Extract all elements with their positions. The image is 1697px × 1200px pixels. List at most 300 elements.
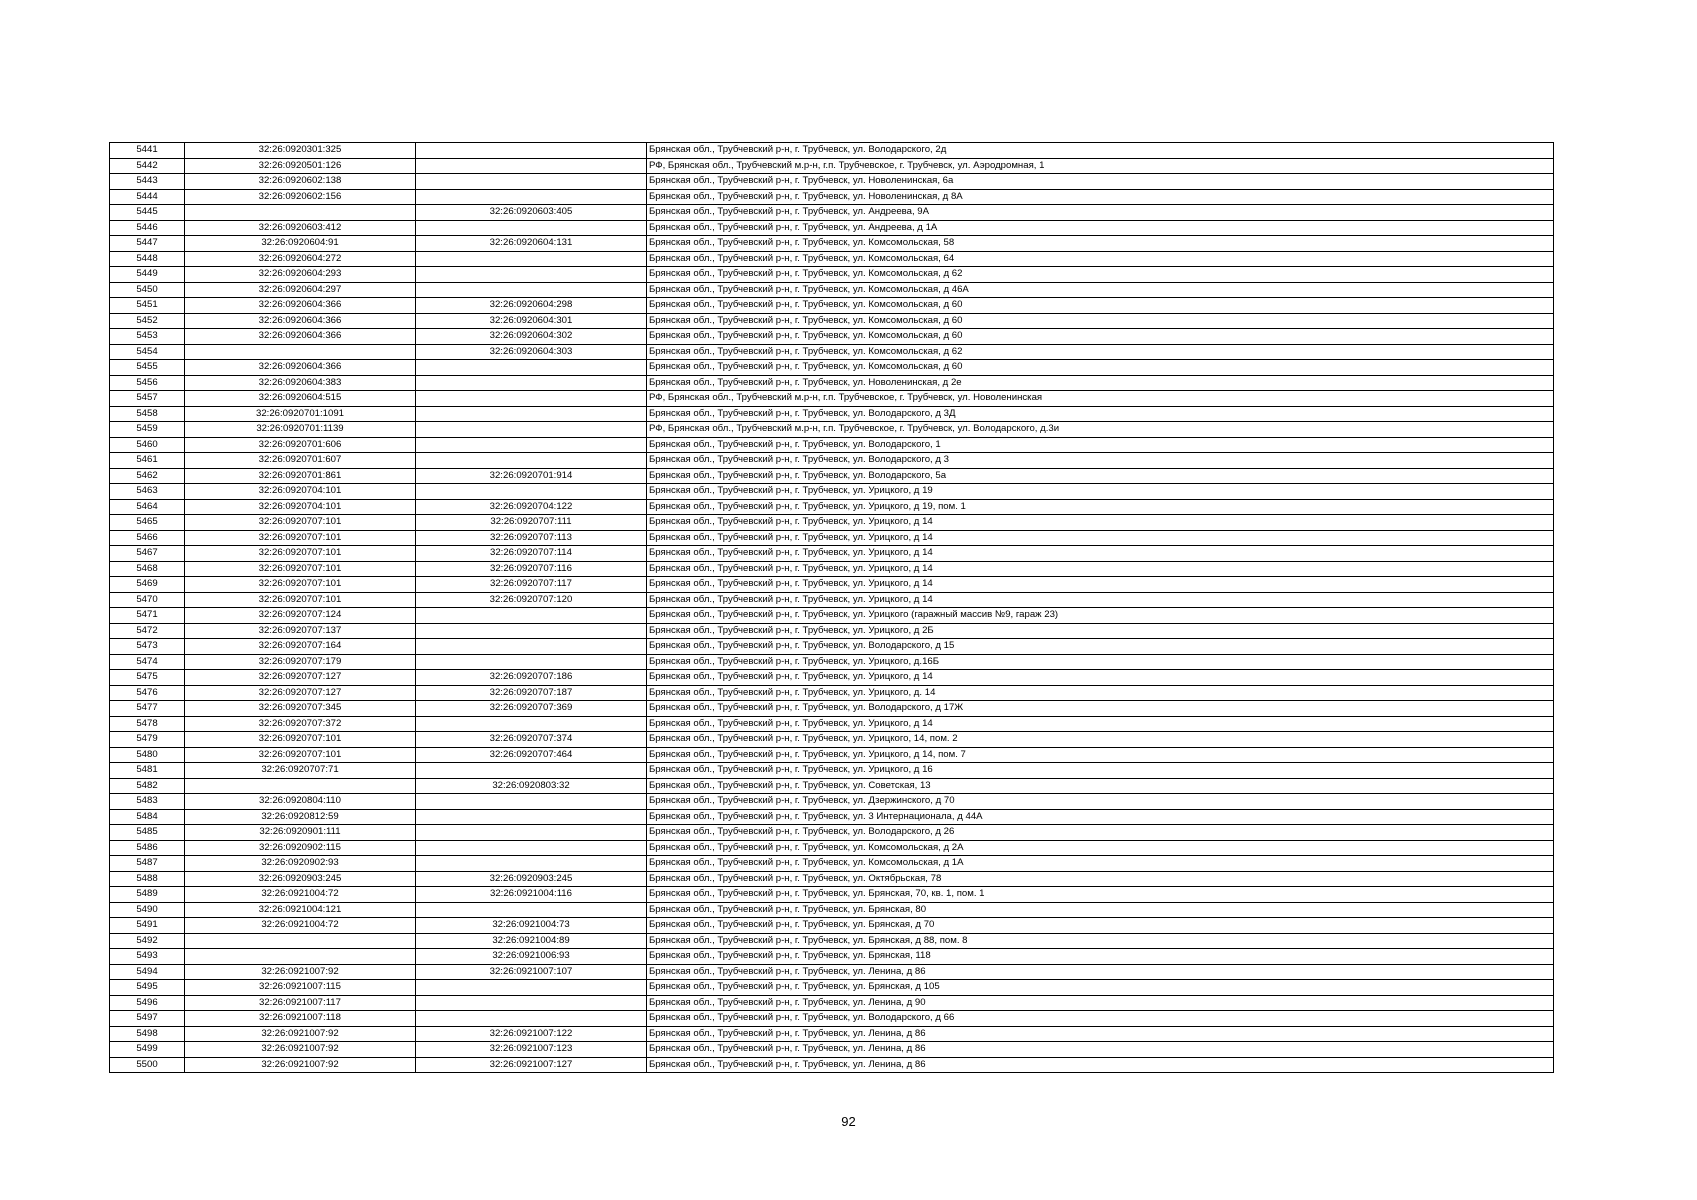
row-number-cell: 5458 — [110, 406, 185, 422]
cadastral-number-cell: 32:26:0920604:366 — [185, 360, 416, 376]
row-number-cell: 5461 — [110, 453, 185, 469]
table-row — [110, 670, 1554, 686]
address-cell: РФ, Брянская обл., Трубчевский м.р-н, г.п. Трубчевское, г. Трубчевск, ул. Новоленинская — [647, 391, 1554, 407]
cadastral-number-cell: 32:26:0920604:297 — [185, 282, 416, 298]
row-number-cell: 5481 — [110, 763, 185, 779]
table-row — [110, 933, 1554, 949]
table-row — [110, 716, 1554, 732]
address-cell: Брянская обл., Трубчевский р-н, г. Трубчевск, ул. Урицкого, д 14 — [647, 670, 1554, 686]
address-cell: Брянская обл., Трубчевский р-н, г. Трубчевск, ул. Урицкого, д 19, пом. 1 — [647, 499, 1554, 515]
sub-cadastral-number-cell — [416, 484, 647, 500]
address-cell: Брянская обл., Трубчевский р-н, г. Трубчевск, ул. Брянская, д 88, пом. 8 — [647, 933, 1554, 949]
table-row — [110, 763, 1554, 779]
address-cell: Брянская обл., Трубчевский р-н, г. Трубчевск, ул. Урицкого, д 14 — [647, 530, 1554, 546]
sub-cadastral-number-cell — [416, 809, 647, 825]
cadastral-number-cell: 32:26:0920701:1091 — [185, 406, 416, 422]
table-row — [110, 639, 1554, 655]
table-row — [110, 546, 1554, 562]
address-cell: Брянская обл., Трубчевский р-н, г. Трубчевск, ул. Советская, 13 — [647, 778, 1554, 794]
row-number-cell: 5448 — [110, 251, 185, 267]
table-row — [110, 267, 1554, 283]
address-cell: Брянская обл., Трубчевский р-н, г. Трубчевск, ул. Урицкого, 14, пом. 2 — [647, 732, 1554, 748]
row-number-cell: 5445 — [110, 205, 185, 221]
address-cell: Брянская обл., Трубчевский р-н, г. Трубчевск, ул. Володарского, 1 — [647, 437, 1554, 453]
row-number-cell: 5444 — [110, 189, 185, 205]
table-row — [110, 654, 1554, 670]
row-number-cell: 5485 — [110, 825, 185, 841]
table-row — [110, 251, 1554, 267]
sub-cadastral-number-cell — [416, 623, 647, 639]
address-cell: Брянская обл., Трубчевский р-н, г. Трубчевск, ул. Комсомольская, д 2А — [647, 840, 1554, 856]
cadastral-number-cell: 32:26:0920604:272 — [185, 251, 416, 267]
table-row — [110, 313, 1554, 329]
cadastral-number-cell: 32:26:0920701:607 — [185, 453, 416, 469]
table-row — [110, 949, 1554, 965]
table-row — [110, 468, 1554, 484]
sub-cadastral-number-cell: 32:26:0920707:113 — [416, 530, 647, 546]
sub-cadastral-number-cell — [416, 251, 647, 267]
cadastral-number-cell — [185, 933, 416, 949]
row-number-cell: 5457 — [110, 391, 185, 407]
row-number-cell: 5476 — [110, 685, 185, 701]
table-row — [110, 298, 1554, 314]
address-cell: Брянская обл., Трубчевский р-н, г. Трубчевск, ул. Комсомольская, д 46А — [647, 282, 1554, 298]
address-cell: РФ, Брянская обл., Трубчевский м.р-н, г.п. Трубчевское, г. Трубчевск, ул. Володарского, д.3и — [647, 422, 1554, 438]
address-cell: Брянская обл., Трубчевский р-н, г. Трубчевск, ул. Урицкого, д 14 — [647, 592, 1554, 608]
cadastral-number-cell: 32:26:0920501:126 — [185, 158, 416, 174]
table-row — [110, 871, 1554, 887]
sub-cadastral-number-cell: 32:26:0920707:374 — [416, 732, 647, 748]
table-row — [110, 1026, 1554, 1042]
table-row — [110, 840, 1554, 856]
row-number-cell: 5454 — [110, 344, 185, 360]
cadastral-number-cell: 32:26:0921007:92 — [185, 1057, 416, 1073]
row-number-cell: 5464 — [110, 499, 185, 515]
address-cell: Брянская обл., Трубчевский р-н, г. Трубчевск, ул. 3 Интернационала, д 44А — [647, 809, 1554, 825]
row-number-cell: 5479 — [110, 732, 185, 748]
sub-cadastral-number-cell — [416, 267, 647, 283]
row-number-cell: 5469 — [110, 577, 185, 593]
sub-cadastral-number-cell — [416, 840, 647, 856]
address-cell: Брянская обл., Трубчевский р-н, г. Трубчевск, ул. Ленина, д 86 — [647, 1026, 1554, 1042]
row-number-cell: 5487 — [110, 856, 185, 872]
row-number-cell: 5496 — [110, 995, 185, 1011]
cadastral-number-cell: 32:26:0920301:325 — [185, 143, 416, 159]
sub-cadastral-number-cell: 32:26:0921004:89 — [416, 933, 647, 949]
address-cell: Брянская обл., Трубчевский р-н, г. Трубчевск, ул. Новоленинская, д 8А — [647, 189, 1554, 205]
cadastral-number-cell: 32:26:0921004:72 — [185, 918, 416, 934]
address-cell: Брянская обл., Трубчевский р-н, г. Трубчевск, ул. Комсомольская, д 60 — [647, 313, 1554, 329]
row-number-cell: 5455 — [110, 360, 185, 376]
row-number-cell: 5499 — [110, 1042, 185, 1058]
table-row — [110, 623, 1554, 639]
sub-cadastral-number-cell — [416, 763, 647, 779]
address-cell: Брянская обл., Трубчевский р-н, г. Трубчевск, ул. Комсомольская, д 1А — [647, 856, 1554, 872]
cadastral-number-cell: 32:26:0920901:111 — [185, 825, 416, 841]
table-row — [110, 360, 1554, 376]
address-cell: Брянская обл., Трубчевский р-н, г. Трубчевск, ул. Урицкого, д.16Б — [647, 654, 1554, 670]
address-cell: РФ, Брянская обл., Трубчевский м.р-н, г.п. Трубчевское, г. Трубчевск, ул. Аэродромная, 1 — [647, 158, 1554, 174]
row-number-cell: 5450 — [110, 282, 185, 298]
address-cell: Брянская обл., Трубчевский р-н, г. Трубчевск, ул. Октябрьская, 78 — [647, 871, 1554, 887]
table-row — [110, 499, 1554, 515]
row-number-cell: 5466 — [110, 530, 185, 546]
address-cell: Брянская обл., Трубчевский р-н, г. Трубчевск, ул. Ленина, д 86 — [647, 1042, 1554, 1058]
table-row — [110, 918, 1554, 934]
cadastral-number-cell: 32:26:0920604:91 — [185, 236, 416, 252]
row-number-cell: 5498 — [110, 1026, 185, 1042]
table-row — [110, 747, 1554, 763]
address-cell: Брянская обл., Трубчевский р-н, г. Трубчевск, ул. Ленина, д 86 — [647, 1057, 1554, 1073]
sub-cadastral-number-cell — [416, 391, 647, 407]
table-row — [110, 205, 1554, 221]
address-cell: Брянская обл., Трубчевский р-н, г. Трубчевск, ул. Володарского, д 3 — [647, 453, 1554, 469]
table-row — [110, 1042, 1554, 1058]
address-cell: Брянская обл., Трубчевский р-н, г. Трубчевск, ул. Урицкого, д 14, пом. 7 — [647, 747, 1554, 763]
row-number-cell: 5478 — [110, 716, 185, 732]
address-cell: Брянская обл., Трубчевский р-н, г. Трубчевск, ул. Брянская, 118 — [647, 949, 1554, 965]
cadastral-number-cell: 32:26:0920707:127 — [185, 670, 416, 686]
table-row — [110, 577, 1554, 593]
cadastral-number-cell: 32:26:0920707:101 — [185, 515, 416, 531]
sub-cadastral-number-cell: 32:26:0920704:122 — [416, 499, 647, 515]
row-number-cell: 5490 — [110, 902, 185, 918]
row-number-cell: 5472 — [110, 623, 185, 639]
table-row — [110, 561, 1554, 577]
address-cell: Брянская обл., Трубчевский р-н, г. Трубчевск, ул. Комсомольская, 64 — [647, 251, 1554, 267]
cadastral-number-cell: 32:26:0920701:861 — [185, 468, 416, 484]
row-number-cell: 5449 — [110, 267, 185, 283]
sub-cadastral-number-cell: 32:26:0920803:32 — [416, 778, 647, 794]
row-number-cell: 5492 — [110, 933, 185, 949]
sub-cadastral-number-cell: 32:26:0920707:369 — [416, 701, 647, 717]
cadastral-number-cell: 32:26:0920707:101 — [185, 546, 416, 562]
row-number-cell: 5500 — [110, 1057, 185, 1073]
row-number-cell: 5456 — [110, 375, 185, 391]
property-table — [109, 142, 1554, 1073]
address-cell: Брянская обл., Трубчевский р-н, г. Трубчевск, ул. Володарского, 5а — [647, 468, 1554, 484]
sub-cadastral-number-cell — [416, 422, 647, 438]
cadastral-number-cell: 32:26:0920604:383 — [185, 375, 416, 391]
sub-cadastral-number-cell — [416, 980, 647, 996]
cadastral-number-cell — [185, 344, 416, 360]
sub-cadastral-number-cell: 32:26:0921007:122 — [416, 1026, 647, 1042]
cadastral-number-cell: 32:26:0920604:366 — [185, 313, 416, 329]
table-row — [110, 422, 1554, 438]
cadastral-number-cell: 32:26:0920704:101 — [185, 499, 416, 515]
sub-cadastral-number-cell — [416, 794, 647, 810]
sub-cadastral-number-cell: 32:26:0920604:131 — [416, 236, 647, 252]
sub-cadastral-number-cell: 32:26:0920707:464 — [416, 747, 647, 763]
row-number-cell: 5447 — [110, 236, 185, 252]
sub-cadastral-number-cell: 32:26:0920604:303 — [416, 344, 647, 360]
address-cell: Брянская обл., Трубчевский р-н, г. Трубчевск, ул. Урицкого, д 14 — [647, 561, 1554, 577]
address-cell: Брянская обл., Трубчевский р-н, г. Трубчевск, ул. Урицкого, д 19 — [647, 484, 1554, 500]
address-cell: Брянская обл., Трубчевский р-н, г. Трубчевск, ул. Комсомольская, д 62 — [647, 344, 1554, 360]
table-row — [110, 158, 1554, 174]
cadastral-number-cell: 32:26:0920604:515 — [185, 391, 416, 407]
row-number-cell: 5480 — [110, 747, 185, 763]
table-row — [110, 732, 1554, 748]
sub-cadastral-number-cell: 32:26:0921004:73 — [416, 918, 647, 934]
cadastral-number-cell: 32:26:0920707:101 — [185, 732, 416, 748]
row-number-cell: 5474 — [110, 654, 185, 670]
address-cell: Брянская обл., Трубчевский р-н, г. Трубчевск, ул. Комсомольская, 58 — [647, 236, 1554, 252]
table-row — [110, 608, 1554, 624]
row-number-cell: 5460 — [110, 437, 185, 453]
cadastral-number-cell: 32:26:0921004:121 — [185, 902, 416, 918]
cadastral-number-cell: 32:26:0920602:156 — [185, 189, 416, 205]
cadastral-number-cell: 32:26:0921007:92 — [185, 964, 416, 980]
cadastral-number-cell: 32:26:0920701:606 — [185, 437, 416, 453]
table-row — [110, 375, 1554, 391]
address-cell: Брянская обл., Трубчевский р-н, г. Трубчевск, ул. Брянская, 80 — [647, 902, 1554, 918]
address-cell: Брянская обл., Трубчевский р-н, г. Трубчевск, ул. Володарского, д 17Ж — [647, 701, 1554, 717]
row-number-cell: 5441 — [110, 143, 185, 159]
table-row — [110, 794, 1554, 810]
sub-cadastral-number-cell — [416, 654, 647, 670]
row-number-cell: 5453 — [110, 329, 185, 345]
address-cell: Брянская обл., Трубчевский р-н, г. Трубчевск, ул. Брянская, д 70 — [647, 918, 1554, 934]
cadastral-number-cell: 32:26:0921007:92 — [185, 1042, 416, 1058]
address-cell: Брянская обл., Трубчевский р-н, г. Трубчевск, ул. Урицкого, д 16 — [647, 763, 1554, 779]
table-row — [110, 856, 1554, 872]
sub-cadastral-number-cell — [416, 639, 647, 655]
sub-cadastral-number-cell: 32:26:0921007:107 — [416, 964, 647, 980]
table-row — [110, 484, 1554, 500]
address-cell: Брянская обл., Трубчевский р-н, г. Трубчевск, ул. Урицкого, д 14 — [647, 716, 1554, 732]
row-number-cell: 5470 — [110, 592, 185, 608]
address-cell: Брянская обл., Трубчевский р-н, г. Трубчевск, ул. Комсомольская, д 60 — [647, 298, 1554, 314]
sub-cadastral-number-cell: 32:26:0921006:93 — [416, 949, 647, 965]
table-row — [110, 1011, 1554, 1027]
cadastral-number-cell: 32:26:0920707:101 — [185, 530, 416, 546]
address-cell: Брянская обл., Трубчевский р-н, г. Трубчевск, ул. Ленина, д 86 — [647, 964, 1554, 980]
row-number-cell: 5494 — [110, 964, 185, 980]
row-number-cell: 5443 — [110, 174, 185, 190]
sub-cadastral-number-cell — [416, 360, 647, 376]
table-row — [110, 980, 1554, 996]
sub-cadastral-number-cell — [416, 406, 647, 422]
table-row — [110, 453, 1554, 469]
table-row — [110, 406, 1554, 422]
sub-cadastral-number-cell — [416, 1011, 647, 1027]
cadastral-number-cell: 32:26:0920804:110 — [185, 794, 416, 810]
cadastral-number-cell: 32:26:0920604:293 — [185, 267, 416, 283]
sub-cadastral-number-cell: 32:26:0920604:302 — [416, 329, 647, 345]
sub-cadastral-number-cell: 32:26:0920707:117 — [416, 577, 647, 593]
address-cell: Брянская обл., Трубчевский р-н, г. Трубчевск, ул. Андреева, д 1А — [647, 220, 1554, 236]
table-row — [110, 592, 1554, 608]
cadastral-number-cell: 32:26:0920707:101 — [185, 592, 416, 608]
sub-cadastral-number-cell: 32:26:0921004:116 — [416, 887, 647, 903]
cadastral-number-cell: 32:26:0920701:1139 — [185, 422, 416, 438]
row-number-cell: 5477 — [110, 701, 185, 717]
sub-cadastral-number-cell — [416, 174, 647, 190]
table-row — [110, 329, 1554, 345]
address-cell: Брянская обл., Трубчевский р-н, г. Трубчевск, ул. Ленина, д 90 — [647, 995, 1554, 1011]
row-number-cell: 5446 — [110, 220, 185, 236]
row-number-cell: 5482 — [110, 778, 185, 794]
sub-cadastral-number-cell — [416, 608, 647, 624]
cadastral-number-cell: 32:26:0920707:127 — [185, 685, 416, 701]
sub-cadastral-number-cell — [416, 220, 647, 236]
cadastral-number-cell: 32:26:0920707:71 — [185, 763, 416, 779]
sub-cadastral-number-cell: 32:26:0921007:127 — [416, 1057, 647, 1073]
cadastral-number-cell: 32:26:0920707:372 — [185, 716, 416, 732]
cadastral-number-cell: 32:26:0920707:164 — [185, 639, 416, 655]
row-number-cell: 5484 — [110, 809, 185, 825]
cadastral-number-cell: 32:26:0920903:245 — [185, 871, 416, 887]
row-number-cell: 5491 — [110, 918, 185, 934]
sub-cadastral-number-cell: 32:26:0920707:120 — [416, 592, 647, 608]
cadastral-number-cell: 32:26:0920603:412 — [185, 220, 416, 236]
cadastral-number-cell — [185, 949, 416, 965]
cadastral-number-cell: 32:26:0920602:138 — [185, 174, 416, 190]
table-row — [110, 685, 1554, 701]
table-row — [110, 236, 1554, 252]
cadastral-number-cell: 32:26:0920707:101 — [185, 747, 416, 763]
address-cell: Брянская обл., Трубчевский р-н, г. Трубчевск, ул. Урицкого (гаражный массив №9, гараж 23) — [647, 608, 1554, 624]
row-number-cell: 5467 — [110, 546, 185, 562]
row-number-cell: 5463 — [110, 484, 185, 500]
row-number-cell: 5486 — [110, 840, 185, 856]
table-row — [110, 189, 1554, 205]
cadastral-number-cell: 32:26:0920704:101 — [185, 484, 416, 500]
table-row — [110, 174, 1554, 190]
address-cell: Брянская обл., Трубчевский р-н, г. Трубчевск, ул. Брянская, д 105 — [647, 980, 1554, 996]
table-row — [110, 437, 1554, 453]
sub-cadastral-number-cell: 32:26:0920707:111 — [416, 515, 647, 531]
sub-cadastral-number-cell — [416, 282, 647, 298]
row-number-cell: 5475 — [110, 670, 185, 686]
table-row — [110, 1057, 1554, 1073]
sub-cadastral-number-cell: 32:26:0920707:187 — [416, 685, 647, 701]
property-table-body — [110, 143, 1554, 1073]
sub-cadastral-number-cell — [416, 453, 647, 469]
address-cell: Брянская обл., Трубчевский р-н, г. Трубчевск, ул. Комсомольская, д 62 — [647, 267, 1554, 283]
table-row — [110, 344, 1554, 360]
cadastral-number-cell: 32:26:0921007:118 — [185, 1011, 416, 1027]
sub-cadastral-number-cell: 32:26:0921007:123 — [416, 1042, 647, 1058]
address-cell: Брянская обл., Трубчевский р-н, г. Трубчевск, ул. Володарского, д 15 — [647, 639, 1554, 655]
sub-cadastral-number-cell — [416, 437, 647, 453]
address-cell: Брянская обл., Трубчевский р-н, г. Трубчевск, ул. Андреева, 9А — [647, 205, 1554, 221]
sub-cadastral-number-cell — [416, 189, 647, 205]
address-cell: Брянская обл., Трубчевский р-н, г. Трубчевск, ул. Дзержинского, д 70 — [647, 794, 1554, 810]
sub-cadastral-number-cell — [416, 856, 647, 872]
row-number-cell: 5497 — [110, 1011, 185, 1027]
address-cell: Брянская обл., Трубчевский р-н, г. Трубчевск, ул. Комсомольская, д 60 — [647, 360, 1554, 376]
sub-cadastral-number-cell — [416, 995, 647, 1011]
address-cell: Брянская обл., Трубчевский р-н, г. Трубчевск, ул. Новоленинская, д 2е — [647, 375, 1554, 391]
table-row — [110, 220, 1554, 236]
address-cell: Брянская обл., Трубчевский р-н, г. Трубчевск, ул. Комсомольская, д 60 — [647, 329, 1554, 345]
table-row — [110, 825, 1554, 841]
row-number-cell: 5488 — [110, 871, 185, 887]
row-number-cell: 5489 — [110, 887, 185, 903]
row-number-cell: 5452 — [110, 313, 185, 329]
cadastral-number-cell — [185, 778, 416, 794]
cadastral-number-cell: 32:26:0920707:345 — [185, 701, 416, 717]
address-cell: Брянская обл., Трубчевский р-н, г. Трубчевск, ул. Володарского, 2д — [647, 143, 1554, 159]
row-number-cell: 5465 — [110, 515, 185, 531]
address-cell: Брянская обл., Трубчевский р-н, г. Трубчевск, ул. Урицкого, д 14 — [647, 515, 1554, 531]
table-row — [110, 515, 1554, 531]
table-row — [110, 902, 1554, 918]
cadastral-number-cell: 32:26:0920707:124 — [185, 608, 416, 624]
row-number-cell: 5442 — [110, 158, 185, 174]
sub-cadastral-number-cell — [416, 825, 647, 841]
row-number-cell: 5483 — [110, 794, 185, 810]
table-row — [110, 887, 1554, 903]
address-cell: Брянская обл., Трубчевский р-н, г. Трубчевск, ул. Урицкого, д. 14 — [647, 685, 1554, 701]
table-row — [110, 530, 1554, 546]
cadastral-number-cell: 32:26:0920707:101 — [185, 577, 416, 593]
sub-cadastral-number-cell: 32:26:0920701:914 — [416, 468, 647, 484]
table-row — [110, 964, 1554, 980]
cadastral-number-cell: 32:26:0920902:115 — [185, 840, 416, 856]
table-row — [110, 995, 1554, 1011]
row-number-cell: 5462 — [110, 468, 185, 484]
sub-cadastral-number-cell: 32:26:0920604:298 — [416, 298, 647, 314]
cadastral-number-cell: 32:26:0921004:72 — [185, 887, 416, 903]
sub-cadastral-number-cell — [416, 902, 647, 918]
sub-cadastral-number-cell — [416, 375, 647, 391]
row-number-cell: 5493 — [110, 949, 185, 965]
cadastral-number-cell: 32:26:0920707:179 — [185, 654, 416, 670]
sub-cadastral-number-cell: 32:26:0920707:186 — [416, 670, 647, 686]
sub-cadastral-number-cell — [416, 716, 647, 732]
cadastral-number-cell: 32:26:0920604:366 — [185, 329, 416, 345]
address-cell: Брянская обл., Трубчевский р-н, г. Трубчевск, ул. Брянская, 70, кв. 1, пом. 1 — [647, 887, 1554, 903]
cadastral-number-cell: 32:26:0920902:93 — [185, 856, 416, 872]
table-row — [110, 701, 1554, 717]
sub-cadastral-number-cell: 32:26:0920707:114 — [416, 546, 647, 562]
sub-cadastral-number-cell — [416, 143, 647, 159]
row-number-cell: 5459 — [110, 422, 185, 438]
table-row — [110, 282, 1554, 298]
cadastral-number-cell: 32:26:0921007:117 — [185, 995, 416, 1011]
table-row — [110, 143, 1554, 159]
row-number-cell: 5495 — [110, 980, 185, 996]
row-number-cell: 5468 — [110, 561, 185, 577]
cadastral-number-cell: 32:26:0920604:366 — [185, 298, 416, 314]
row-number-cell: 5451 — [110, 298, 185, 314]
cadastral-number-cell: 32:26:0921007:115 — [185, 980, 416, 996]
table-row — [110, 778, 1554, 794]
row-number-cell: 5471 — [110, 608, 185, 624]
address-cell: Брянская обл., Трубчевский р-н, г. Трубчевск, ул. Урицкого, д 2Б — [647, 623, 1554, 639]
cadastral-number-cell: 32:26:0920812:59 — [185, 809, 416, 825]
table-row — [110, 391, 1554, 407]
page-number: 92 — [841, 1114, 856, 1129]
address-cell: Брянская обл., Трубчевский р-н, г. Трубчевск, ул. Новоленинская, 6а — [647, 174, 1554, 190]
sub-cadastral-number-cell: 32:26:0920603:405 — [416, 205, 647, 221]
sub-cadastral-number-cell — [416, 158, 647, 174]
cadastral-number-cell — [185, 205, 416, 221]
address-cell: Брянская обл., Трубчевский р-н, г. Трубчевск, ул. Володарского, д 66 — [647, 1011, 1554, 1027]
cadastral-number-cell: 32:26:0920707:101 — [185, 561, 416, 577]
sub-cadastral-number-cell: 32:26:0920903:245 — [416, 871, 647, 887]
address-cell: Брянская обл., Трубчевский р-н, г. Трубчевск, ул. Урицкого, д 14 — [647, 577, 1554, 593]
address-cell: Брянская обл., Трубчевский р-н, г. Трубчевск, ул. Володарского, д 3Д — [647, 406, 1554, 422]
sub-cadastral-number-cell: 32:26:0920604:301 — [416, 313, 647, 329]
address-cell: Брянская обл., Трубчевский р-н, г. Трубчевск, ул. Володарского, д 26 — [647, 825, 1554, 841]
row-number-cell: 5473 — [110, 639, 185, 655]
address-cell: Брянская обл., Трубчевский р-н, г. Трубчевск, ул. Урицкого, д 14 — [647, 546, 1554, 562]
cadastral-number-cell: 32:26:0920707:137 — [185, 623, 416, 639]
